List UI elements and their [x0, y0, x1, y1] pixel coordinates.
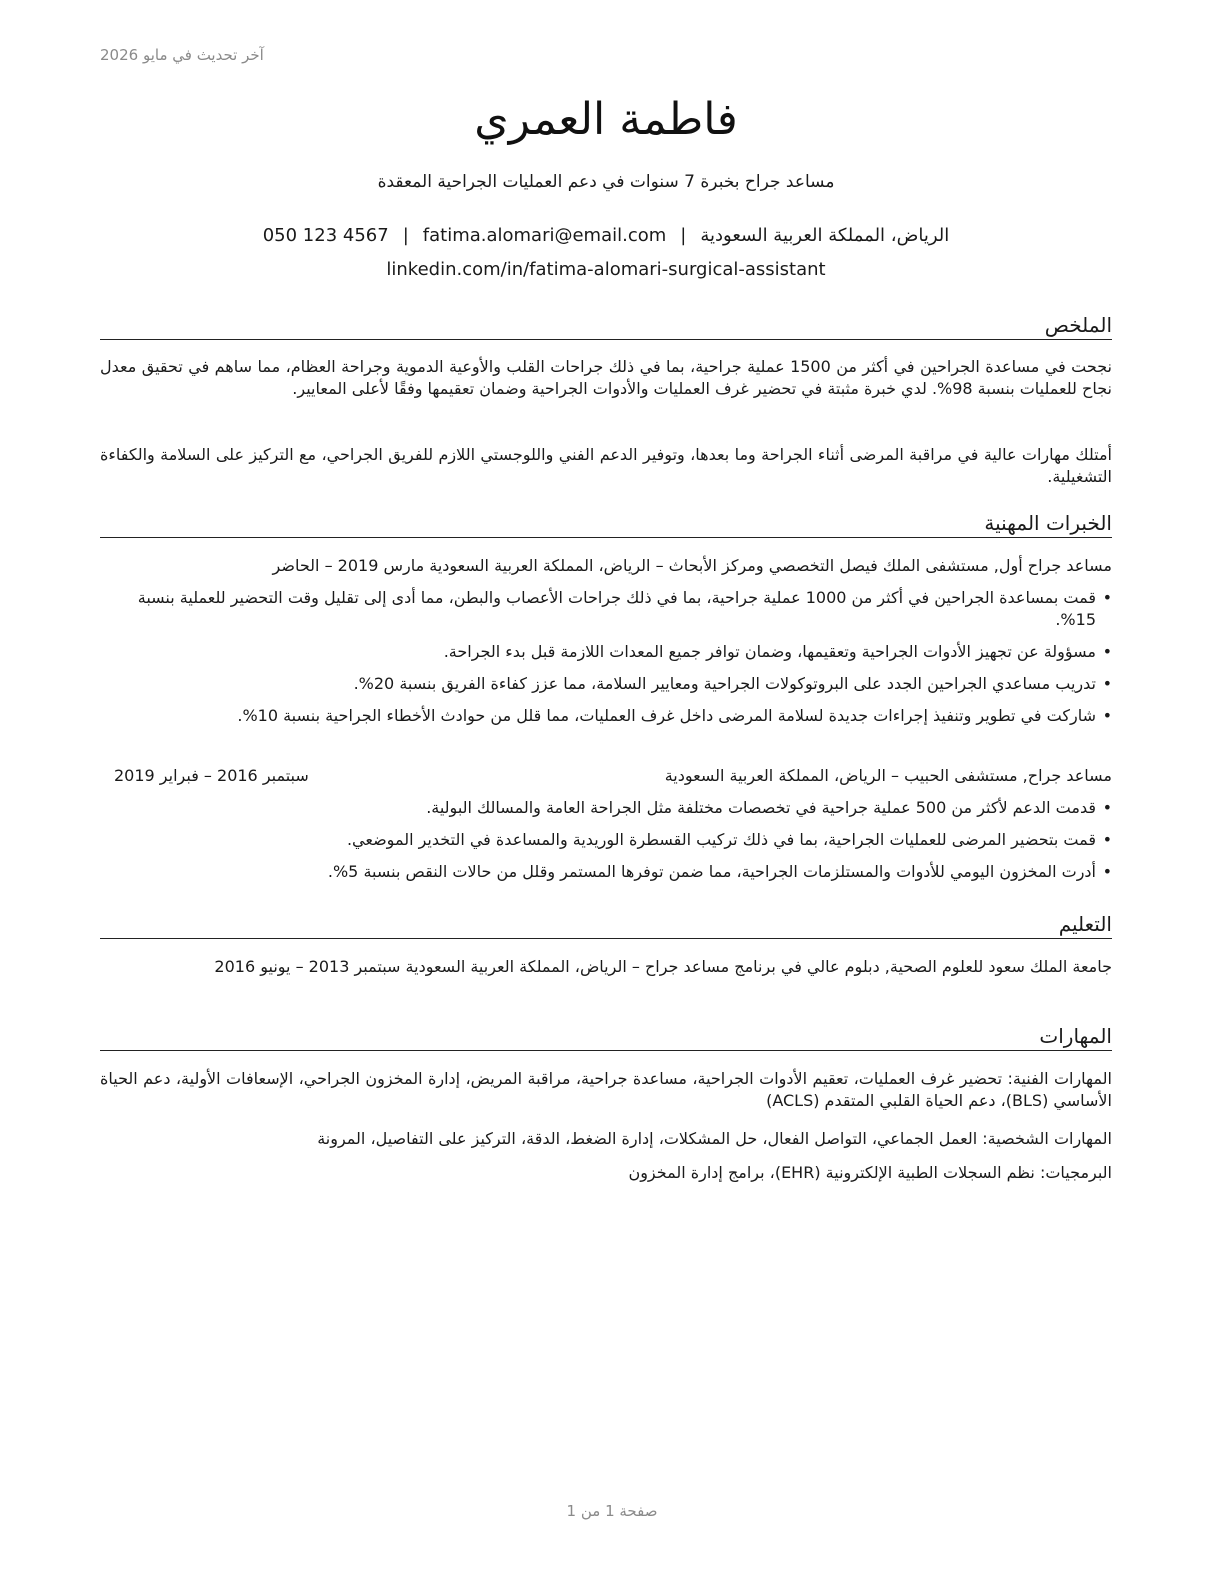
job-1-bullet: • مسؤولة عن تجهيز الأدوات الجراحية وتعقيمها، وضمان توافر جميع المعدات اللازمة قبل بدء الجراحة. [100, 641, 1112, 663]
contact-phone[interactable]: 050 123 4567 [262, 225, 389, 246]
job-2-heading [100, 765, 1112, 787]
skills-technical: المهارات الفنية: تحضير غرف العمليات، تعقيم الأدوات الجراحية، مساعدة جراحية، مراقبة المريض، إدارة المخزون الجراحي، الإسعافات الأولية، دعم الحياة الأساسي (BLS)، دعم الحياة القلبي المتقدم (ACLS) [100, 1069, 1112, 1110]
job-1-bullet: • قمت بمساعدة الجراحين في أكثر من 1000 عملية جراحية، بما في ذلك جراحات الأعصاب والبطن، مما أدى إلى تقليل وقت التحضير للعملية بنسبة 15%. [100, 587, 1112, 631]
experience-heading: الخبرات المهنية [100, 510, 1112, 538]
job-2-bullets [100, 797, 1112, 893]
skills-software: البرمجيات: نظم السجلات الطبية الإلكترونية (EHR)، برامج إدارة المخزون [628, 1163, 1112, 1182]
page-number: صفحة 1 من 1 [566, 1502, 658, 1520]
job-1-bullets [100, 587, 1112, 737]
job-1-heading [100, 555, 1112, 577]
job-1-bullet: • تدريب مساعدي الجراحين الجدد على البروتوكولات الجراحية ومعايير السلامة، مما عزز كفاءة الفريق بنسبة 20%. [100, 673, 1112, 695]
job-2-dates: سبتمبر 2016 – فبراير 2019 [114, 766, 309, 785]
skills-soft: المهارات الشخصية: العمل الجماعي، التواصل الفعال، حل المشكلات، إدارة الضغط، الدقة، التركيز على التفاصيل، المرونة [317, 1129, 1112, 1148]
job-1-bullet: • شاركت في تطوير وتنفيذ إجراءات جديدة لسلامة المرضى داخل غرف العمليات، مما قلل من حوادث الأخطاء الجراحية بنسبة 10%. [100, 705, 1112, 727]
job-2-bullet: • قدمت الدعم لأكثر من 500 عملية جراحية في تخصصات مختلفة مثل الجراحة العامة والمسالك البولية. [100, 797, 1112, 819]
candidate-name: فاطمة العمري [474, 94, 738, 145]
contact-separator: | [402, 225, 409, 246]
candidate-subtitle: مساعد جراح بخبرة 7 سنوات في دعم العمليات الجراحية المعقدة [377, 172, 835, 192]
summary-paragraph-2: أمتلك مهارات عالية في مراقبة المرضى أثناء الجراحة وما بعدها، وتوفير الدعم الفني واللوجستي اللازم للفريق الجراحي، مع التركيز على السلامة والكفاءة التشغيلية. [100, 445, 1112, 486]
job-2-title: مساعد جراح, مستشفى الحبيب – الرياض، المملكة العربية السعودية [664, 766, 1112, 785]
last-updated-note: آخر تحديث في مايو 2026 [100, 46, 264, 64]
contact-location: الرياض، المملكة العربية السعودية [700, 225, 950, 246]
education-heading: التعليم [100, 911, 1112, 939]
summary-paragraph-1: نجحت في مساعدة الجراحين في أكثر من 1500 عملية جراحية، بما في ذلك جراحات القلب والأوعية الدموية وجراحة العظام، مما ساهم في تحقيق معدل نجاح للعمليات بنسبة 98%. لدي خبرة مثبتة في تحضير غرف العمليات والأدوات الجراحية وضمان تعقيمها وفقًا لأعلى المعايير. [100, 357, 1112, 398]
job-2-bullet: • قمت بتحضير المرضى للعمليات الجراحية، بما في ذلك تركيب القسطرة الوريدية والمساعدة في التخدير الموضعي. [100, 829, 1112, 851]
contact-line [100, 223, 1112, 249]
resume-page [100, 0, 1112, 1584]
summary-heading: الملخص [100, 312, 1112, 340]
contact-email[interactable]: fatima.alomari@email.com [422, 225, 667, 246]
contact-separator: | [680, 225, 687, 246]
education-entry: جامعة الملك سعود للعلوم الصحية, دبلوم عالي في برنامج مساعد جراح – الرياض، المملكة العربية السعودية سبتمبر 2013 – يونيو 2016 [214, 957, 1112, 976]
skills-heading: المهارات [100, 1023, 1112, 1051]
job-2-bullet: • أدرت المخزون اليومي للأدوات والمستلزمات الجراحية، مما ضمن توفرها المستمر وقلل من حالات النقص بنسبة 5%. [100, 861, 1112, 883]
job-1-title: مساعد جراح أول, مستشفى الملك فيصل التخصصي ومركز الأبحاث – الرياض، المملكة العربية السعودية مارس 2019 – الحاضر [272, 556, 1112, 575]
contact-linkedin[interactable]: linkedin.com/in/fatima-alomari-surgical-assistant [386, 259, 826, 280]
